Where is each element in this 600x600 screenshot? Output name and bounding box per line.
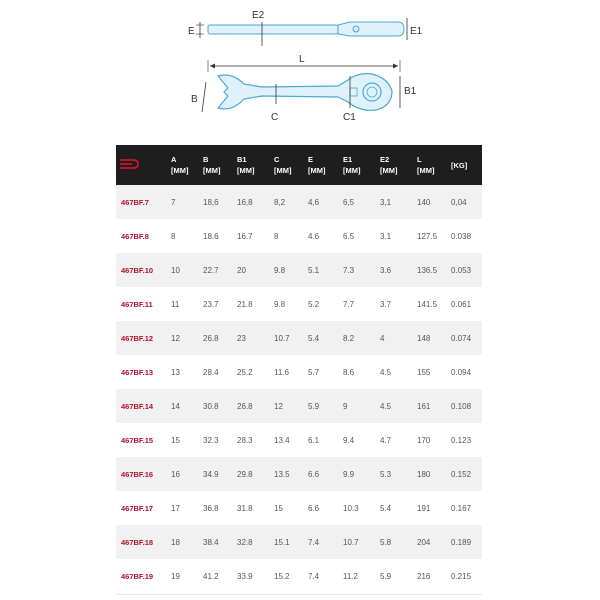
table-cell: 16 xyxy=(171,469,180,479)
table-cell: 4.6 xyxy=(308,231,320,241)
table-cell: 19 xyxy=(171,571,180,581)
table-cell: 26.8 xyxy=(203,333,219,343)
product-reference: 467BF.10 xyxy=(121,265,154,275)
table-cell: 34.9 xyxy=(203,469,219,479)
table-cell: 5.3 xyxy=(380,469,392,479)
table-cell: 4.7 xyxy=(380,435,392,445)
table-cell: 9.9 xyxy=(343,469,355,479)
col-header-b1: B1 [MM] xyxy=(237,155,255,175)
table-cell: 32.8 xyxy=(237,537,253,547)
table-cell: 36.8 xyxy=(203,503,219,513)
table-cell: 18.6 xyxy=(203,231,219,241)
table-cell: 38.4 xyxy=(203,537,219,547)
table-cell: 204 xyxy=(417,537,431,547)
table-cell: 141.5 xyxy=(417,299,438,309)
table-row xyxy=(116,457,482,491)
table-cell: 191 xyxy=(417,503,431,513)
table-cell: 7.4 xyxy=(308,537,320,547)
table-cell: 0,04 xyxy=(451,197,467,207)
table-row xyxy=(116,185,482,219)
table-cell: 8.6 xyxy=(343,367,355,377)
wrench-dimension-diagram xyxy=(0,0,600,135)
table-cell: 15 xyxy=(171,435,180,445)
table-row xyxy=(116,389,482,423)
table-cell: 11.2 xyxy=(343,571,358,581)
col-header-e: E [MM] xyxy=(308,155,326,175)
table-cell: 21.8 xyxy=(237,299,253,309)
table-cell: 18 xyxy=(171,537,180,547)
table-cell: 23 xyxy=(237,333,246,343)
col-header-e1: E1 [MM] xyxy=(343,155,361,175)
table-row xyxy=(116,559,482,593)
table-cell: 6.1 xyxy=(308,435,320,445)
table-cell: 28.3 xyxy=(237,435,253,445)
table-cell: 216 xyxy=(417,571,431,581)
dim-label-e1: E1 xyxy=(410,26,423,37)
table-row xyxy=(116,219,482,253)
table-cell: 161 xyxy=(417,401,431,411)
table-row xyxy=(116,253,482,287)
wrench-top-view xyxy=(218,74,392,111)
table-cell: 5.7 xyxy=(308,367,320,377)
table-cell: 14 xyxy=(171,401,180,411)
table-cell: 0.108 xyxy=(451,401,472,411)
table-cell: 4,6 xyxy=(308,197,320,207)
table-cell: 3.7 xyxy=(380,299,392,309)
product-reference: 467BF.14 xyxy=(121,401,154,411)
table-cell: 8 xyxy=(171,231,176,241)
table-cell: 9.4 xyxy=(343,435,355,445)
wrench-logo-icon xyxy=(119,158,141,170)
product-reference: 467BF.12 xyxy=(121,333,154,343)
table-cell: 26.8 xyxy=(237,401,253,411)
table-cell: 0.053 xyxy=(451,265,472,275)
table-cell: 6,5 xyxy=(343,197,355,207)
table-cell: 6.6 xyxy=(308,503,320,513)
table-cell: 22.7 xyxy=(203,265,219,275)
table-row xyxy=(116,525,482,559)
table-cell: 15.1 xyxy=(274,537,290,547)
table-cell: 25.2 xyxy=(237,367,253,377)
table-cell: 15 xyxy=(274,503,283,513)
table-cell: 10.7 xyxy=(274,333,290,343)
table-cell: 16,8 xyxy=(237,197,253,207)
table-cell: 31.8 xyxy=(237,503,253,513)
table-cell: 4 xyxy=(380,333,385,343)
table-cell: 30.8 xyxy=(203,401,219,411)
table-cell: 7.7 xyxy=(343,299,355,309)
table-cell: 18,6 xyxy=(203,197,219,207)
table-cell: 5.8 xyxy=(380,537,392,547)
table-cell: 140 xyxy=(417,197,431,207)
table-cell: 7.3 xyxy=(343,265,355,275)
table-cell: 12 xyxy=(171,333,180,343)
table-cell: 148 xyxy=(417,333,431,343)
dim-label-b1: B1 xyxy=(404,86,417,97)
table-cell: 41.2 xyxy=(203,571,219,581)
product-reference: 467BF.17 xyxy=(121,503,154,513)
table-cell: 5.9 xyxy=(380,571,392,581)
table-cell: 10.7 xyxy=(343,537,359,547)
table-cell: 13.4 xyxy=(274,435,290,445)
table-cell: 5.4 xyxy=(308,333,320,343)
table-cell: 136.5 xyxy=(417,265,438,275)
table-cell: 13 xyxy=(171,367,180,377)
product-reference: 467BF.16 xyxy=(121,469,154,479)
table-cell: 170 xyxy=(417,435,431,445)
dim-label-b: B xyxy=(191,94,198,105)
spec-table xyxy=(116,145,482,593)
table-cell: 5.1 xyxy=(308,265,320,275)
table-cell: 8,2 xyxy=(274,197,286,207)
table-bottom-rule xyxy=(116,594,482,595)
table-cell: 29.8 xyxy=(237,469,253,479)
table-cell: 6.6 xyxy=(308,469,320,479)
product-reference: 467BF.8 xyxy=(121,231,149,241)
table-cell: 17 xyxy=(171,503,180,513)
table-row xyxy=(116,287,482,321)
table-cell: 23.7 xyxy=(203,299,219,309)
table-cell: 180 xyxy=(417,469,431,479)
product-reference: 467BF.13 xyxy=(121,367,154,377)
table-cell: 3,1 xyxy=(380,197,392,207)
table-cell: 10.3 xyxy=(343,503,359,513)
dim-label-l: L xyxy=(299,54,305,65)
table-cell: 3.6 xyxy=(380,265,392,275)
product-reference: 467BF.7 xyxy=(121,197,149,207)
dim-label-e2: E2 xyxy=(252,10,265,21)
table-cell: 5.4 xyxy=(380,503,392,513)
table-cell: 28.4 xyxy=(203,367,219,377)
table-cell: 0.167 xyxy=(451,503,472,513)
table-cell: 0.074 xyxy=(451,333,472,343)
table-cell: 155 xyxy=(417,367,431,377)
table-cell: 7.4 xyxy=(308,571,320,581)
col-header-l: L [MM] xyxy=(417,155,435,175)
table-cell: 127.5 xyxy=(417,231,438,241)
col-header-e2: E2 [MM] xyxy=(380,155,398,175)
table-header-row xyxy=(116,145,482,185)
col-header-c: C [MM] xyxy=(274,155,292,175)
product-reference: 467BF.18 xyxy=(121,537,154,547)
table-cell: 4.5 xyxy=(380,367,392,377)
table-row xyxy=(116,321,482,355)
table-cell: 9 xyxy=(343,401,348,411)
table-cell: 7 xyxy=(171,197,176,207)
dim-label-c: C xyxy=(271,112,279,123)
table-cell: 12 xyxy=(274,401,283,411)
table-cell: 11 xyxy=(171,299,180,309)
table-cell: 15.2 xyxy=(274,571,290,581)
table-row xyxy=(116,355,482,389)
table-cell: 0.094 xyxy=(451,367,472,377)
dim-label-e: E xyxy=(188,26,195,37)
table-cell: 0.038 xyxy=(451,231,472,241)
dim-label-c1: C1 xyxy=(343,112,356,123)
col-header-kg: [KG] xyxy=(451,160,468,170)
product-reference: 467BF.15 xyxy=(121,435,154,445)
table-cell: 0.215 xyxy=(451,571,472,581)
table-cell: 5.2 xyxy=(308,299,320,309)
table-cell: 0.123 xyxy=(451,435,472,445)
table-cell: 0.061 xyxy=(451,299,472,309)
table-cell: 5.9 xyxy=(308,401,320,411)
table-row xyxy=(116,423,482,457)
table-cell: 11.6 xyxy=(274,367,289,377)
table-cell: 10 xyxy=(171,265,180,275)
table-cell: 0.152 xyxy=(451,469,472,479)
table-cell: 8 xyxy=(274,231,279,241)
table-cell: 13.5 xyxy=(274,469,290,479)
table-cell: 32.3 xyxy=(203,435,219,445)
table-cell: 8.2 xyxy=(343,333,355,343)
wrench-side-view xyxy=(196,18,407,46)
table-cell: 20 xyxy=(237,265,246,275)
table-cell: 16.7 xyxy=(237,231,253,241)
table-cell: 9.8 xyxy=(274,265,286,275)
table-cell: 4.5 xyxy=(380,401,392,411)
brand-logo-cell xyxy=(116,145,168,185)
table-cell: 9.8 xyxy=(274,299,286,309)
product-reference: 467BF.19 xyxy=(121,571,154,581)
table-cell: 6.5 xyxy=(343,231,355,241)
col-header-a: A [MM] xyxy=(171,155,189,175)
table-row xyxy=(116,491,482,525)
table-cell: 3.1 xyxy=(380,231,392,241)
table-cell: 33.9 xyxy=(237,571,253,581)
table-cell: 0.189 xyxy=(451,537,472,547)
product-reference: 467BF.11 xyxy=(121,299,153,309)
col-header-b: B [MM] xyxy=(203,155,221,175)
